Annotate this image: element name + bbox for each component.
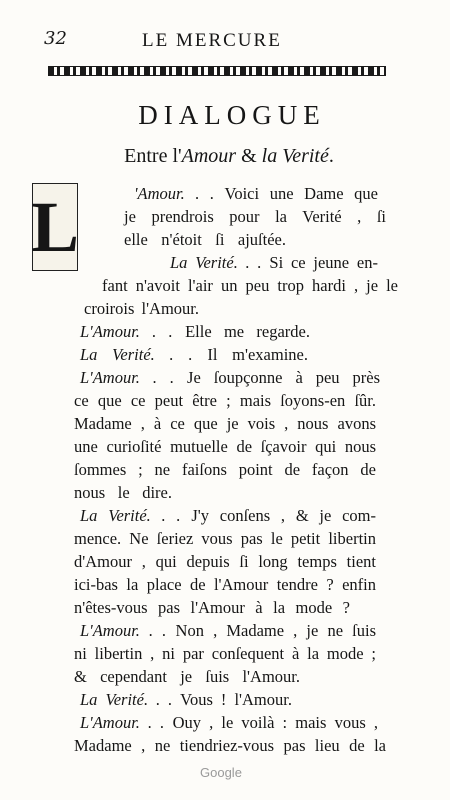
line-text: elle n'étoit ſi ajuſtée. — [124, 230, 286, 249]
text-line — [80, 623, 376, 640]
subtitle-verite: la Verité — [261, 145, 329, 167]
text-line — [80, 370, 380, 387]
subtitle-mid: & — [236, 145, 262, 167]
ornament-divider — [48, 66, 386, 76]
text-line — [74, 393, 376, 410]
line-text: fant n'avoit l'air un peu trop hardi , je le — [102, 276, 398, 295]
line-text: ni libertin , ni par conſequent à la mode ; — [74, 644, 376, 663]
page-number: 32 — [44, 28, 67, 49]
subtitle-prefix: Entre l' — [124, 145, 182, 167]
text-line — [124, 209, 386, 226]
line-text: Non , Madame , je ne ſuis — [166, 621, 376, 640]
speaker-name: L'Amour. . . — [80, 713, 165, 732]
speaker-name: La Verité. . . — [80, 690, 173, 709]
text-line — [74, 416, 376, 433]
google-watermark: Google — [200, 765, 242, 780]
speaker-name: L'Amour. . . — [80, 322, 173, 341]
line-text: & cependant je ſuis l'Amour. — [74, 667, 300, 686]
line-text: ſommes ; ne faiſons point de façon de — [74, 460, 376, 479]
text-line — [74, 439, 376, 456]
line-text: Si ce jeune en- — [261, 253, 378, 272]
line-text: Je ſoupçonne à peu près — [174, 368, 380, 387]
speaker-name: La Verité. . . — [80, 506, 181, 525]
text-line — [124, 232, 286, 249]
text-line — [80, 324, 310, 341]
line-text: ce que ce peut être ; mais ſoyons-en ſûr. — [74, 391, 376, 410]
text-line — [80, 508, 376, 525]
text-line — [74, 669, 300, 686]
text-line — [74, 531, 376, 548]
text-line — [74, 600, 350, 617]
subtitle-amour: Amour — [181, 145, 237, 167]
line-text: Voici une Dame que — [214, 184, 378, 203]
line-text: Ouy , le voilà : mais vous , — [164, 713, 378, 732]
line-text: Madame , à ce que je vois , nous avons — [74, 414, 376, 433]
section-title: DIALOGUE — [138, 100, 326, 130]
text-line — [74, 462, 376, 479]
line-text: une curioſité mutuelle de ſçavoir qui nous — [74, 437, 376, 456]
subtitle-suffix: . — [328, 145, 334, 167]
text-line — [74, 485, 172, 502]
text-line — [74, 738, 386, 755]
line-text: Vous ! l'Amour. — [172, 690, 292, 709]
text-line — [74, 554, 376, 571]
speaker-name: 'Amour. . . — [134, 184, 215, 203]
text-line — [80, 692, 292, 709]
line-text: Elle me regarde. — [172, 322, 310, 341]
line-text: n'êtes-vous pas l'Amour à la mode ? — [74, 598, 350, 617]
speaker-name: La Verité. . . — [170, 253, 262, 272]
speaker-name: L'Amour. . . — [80, 621, 167, 640]
text-line — [74, 646, 376, 663]
text-line — [134, 186, 378, 203]
speaker-name: L'Amour. . . — [80, 368, 175, 387]
line-text: d'Amour , qui depuis ſi long temps tient — [74, 552, 376, 571]
line-text: J'y conſens , & je com- — [180, 506, 376, 525]
section-subtitle — [84, 145, 374, 168]
line-text: je prendrois pour la Verité , ſi — [124, 207, 386, 226]
text-line — [170, 255, 378, 272]
text-line — [80, 715, 378, 732]
running-title: LE MERCURE — [142, 30, 282, 51]
text-line — [74, 577, 376, 594]
line-text: nous le dire. — [74, 483, 172, 502]
line-text: Madame , ne tiendriez-vous pas lieu de la — [74, 736, 386, 755]
line-text: ici-bas la place de l'Amour tendre ? enfin — [74, 575, 376, 594]
text-line — [80, 347, 308, 364]
speaker-name: La Verité. . . — [80, 345, 193, 364]
drop-cap-ornament: L — [32, 183, 78, 271]
line-text: mence. Ne ſeriez vous pas le petit libertin — [74, 529, 376, 548]
line-text: Il m'examine. — [192, 345, 308, 364]
text-line — [102, 278, 398, 295]
line-text: croirois l'Amour. — [84, 299, 199, 318]
text-line — [84, 301, 199, 318]
